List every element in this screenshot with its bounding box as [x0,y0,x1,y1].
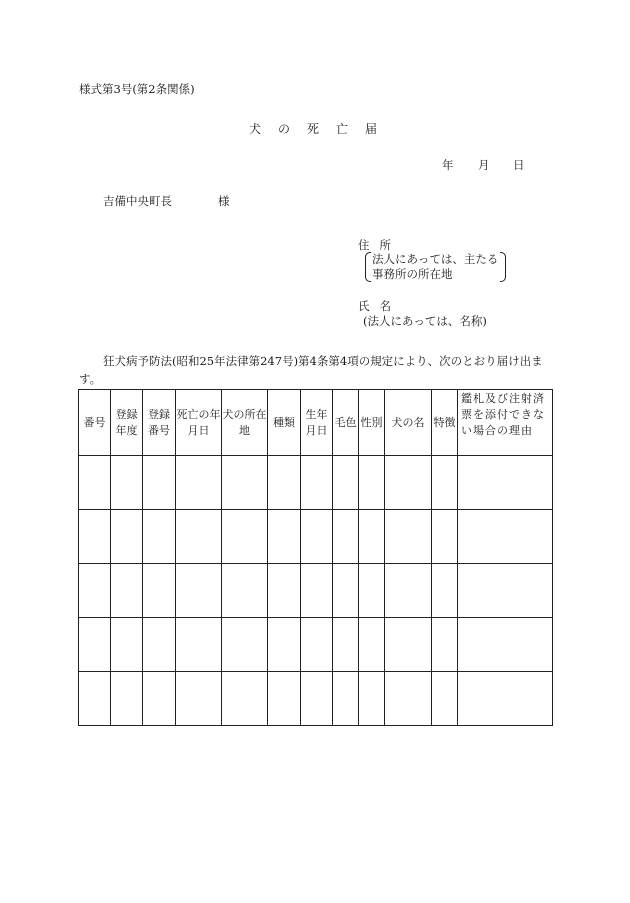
table-cell[interactable] [143,564,176,618]
title-char: の [278,122,291,136]
table-cell[interactable] [79,456,111,510]
table-cell[interactable] [301,456,333,510]
table-cell[interactable] [359,510,385,564]
table-row [79,672,553,726]
table-cell[interactable] [268,456,301,510]
bracket-right [500,252,506,282]
table-cell[interactable] [458,564,553,618]
header-registration-number: 登録番号 [143,390,176,456]
header-sex: 性別 [359,390,385,456]
header-dog-name: 犬の名 [385,390,432,456]
table-cell[interactable] [385,564,432,618]
table-cell[interactable] [359,564,385,618]
table-cell[interactable] [143,456,176,510]
table-cell[interactable] [111,510,143,564]
table-cell[interactable] [222,564,268,618]
table-cell[interactable] [176,672,222,726]
table-cell[interactable] [79,618,111,672]
header-number: 番号 [79,390,111,456]
table-cell[interactable] [333,564,359,618]
table-cell[interactable] [222,456,268,510]
table-cell[interactable] [222,672,268,726]
table-cell[interactable] [385,510,432,564]
table-cell[interactable] [458,672,553,726]
table-cell[interactable] [458,456,553,510]
table-row [79,564,553,618]
table-cell[interactable] [301,672,333,726]
header-breed: 種類 [268,390,301,456]
title-char: 死 [307,122,320,136]
table-cell[interactable] [458,510,553,564]
table-cell[interactable] [432,456,458,510]
name-note: (法人にあっては、名称) [363,314,487,328]
table-row [79,456,553,510]
header-death-date: 死亡の年月日 [176,390,222,456]
table-cell[interactable] [176,510,222,564]
table-cell[interactable] [176,564,222,618]
table-cell[interactable] [268,564,301,618]
table-cell[interactable] [432,618,458,672]
table-cell[interactable] [359,456,385,510]
table-cell[interactable] [359,672,385,726]
table-cell[interactable] [359,618,385,672]
dog-death-record-table [78,389,553,726]
table-cell[interactable] [222,618,268,672]
address-note-line1: 法人にあっては、主たる [372,252,499,266]
name-label: 氏名 [358,299,401,313]
table-cell[interactable] [268,672,301,726]
address-note-line2: 事務所の所在地 [372,267,453,281]
address-label: 住所 [358,238,401,252]
table-cell[interactable] [79,564,111,618]
body-text: 狂犬病予防法(昭和25年法律第247号)第4条第4項の規定により、次のとおり届け出ます。 [79,354,543,386]
table-cell[interactable] [301,618,333,672]
title-char: 亡 [336,122,349,136]
table-header-row [79,390,553,456]
table-cell[interactable] [143,618,176,672]
table-cell[interactable] [385,456,432,510]
header-birth-date: 生年月日 [301,390,333,456]
title-char: 届 [365,122,378,136]
table-cell[interactable] [143,510,176,564]
table-cell[interactable] [111,672,143,726]
table-cell[interactable] [79,672,111,726]
table-cell[interactable] [222,510,268,564]
table-cell[interactable] [176,618,222,672]
table-cell[interactable] [385,618,432,672]
table-cell[interactable] [143,672,176,726]
table-cell[interactable] [432,510,458,564]
table-cell[interactable] [432,672,458,726]
table-cell[interactable] [385,672,432,726]
table-cell[interactable] [111,618,143,672]
table-cell[interactable] [333,456,359,510]
table-cell[interactable] [268,510,301,564]
bracket-left [365,252,371,282]
addressee: 吉備中央町長 [103,194,172,208]
table-cell[interactable] [111,564,143,618]
header-missing-tag-reason: 鑑札及び注射済票を添付できない場合の理由 [458,390,553,456]
date-year-label: 年 [442,158,454,172]
table-cell[interactable] [458,618,553,672]
form-number-label: 様式第3号(第2条関係) [79,82,195,96]
date-day-label: 日 [513,158,525,172]
table-cell[interactable] [333,618,359,672]
table-cell[interactable] [333,672,359,726]
table-cell[interactable] [301,510,333,564]
date-month-label: 月 [478,158,490,172]
honorific: 様 [218,194,230,208]
header-dog-location: 犬の所在地 [222,390,268,456]
table-cell[interactable] [176,456,222,510]
header-coat-color: 毛色 [333,390,359,456]
header-registration-year: 登録年度 [111,390,143,456]
table-cell[interactable] [301,564,333,618]
table-cell[interactable] [268,618,301,672]
table-cell[interactable] [111,456,143,510]
table-cell[interactable] [333,510,359,564]
title-char: 犬 [249,122,262,136]
header-features: 特徴 [432,390,458,456]
table-cell[interactable] [79,510,111,564]
table-row [79,618,553,672]
table-row [79,510,553,564]
table-cell[interactable] [432,564,458,618]
